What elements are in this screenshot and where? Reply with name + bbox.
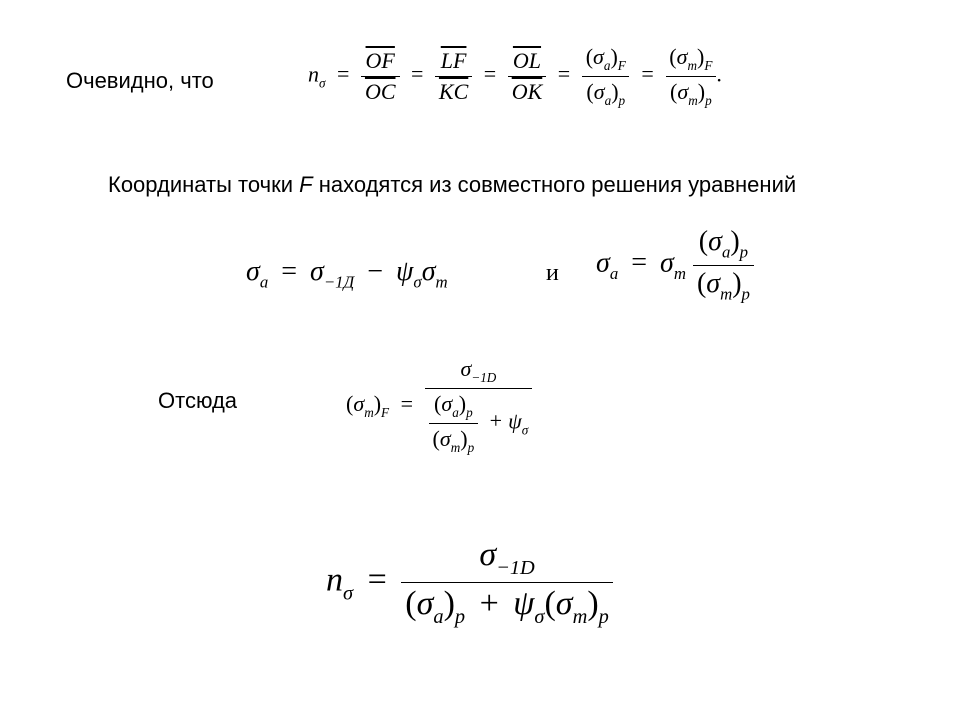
point-f: F — [299, 172, 313, 197]
conjunction-and: и — [546, 260, 559, 286]
hence-text: Отсюда — [158, 388, 238, 413]
safety-factor-ratio-formula: $n_\sigma$ = $\frac{\overline{OF}}{OC}$ = $\frac{\overline{LF}}{KC}$ = $\frac{\overline{OL}}{OK}$ = $\frac{(\sigma_a)_F}{(\sigma_a)_p}$ = $\frac{(\sigma_m)_F}{(\sigma_m)_p}$ . — [308, 44, 722, 108]
load-ray-fraction: $\frac{(\sigma_a)_p}{(\sigma_m)_p}$ — [693, 226, 754, 304]
fraction-sigma-m: $\frac{(\sigma_m)_F}{(\sigma_m)_p}$ — [665, 44, 716, 109]
nested-fraction: $\frac{(\sigma_a)_p}{(\sigma_m)_p}$ — [429, 391, 479, 456]
fraction-sigma-a: $\frac{(\sigma_a)_F}{(\sigma_a)_p}$ — [582, 44, 630, 109]
intro-text: Очевидно, что — [66, 68, 214, 93]
fraction-ol-ok: $\frac{\overline{OL}}{OK}$ — [508, 48, 547, 105]
coordinates-text: Координаты точки F находятся из совместного решения уравнений — [108, 172, 797, 197]
fraction-lf-kc: $\frac{\overline{LF}}{KC}$ — [435, 48, 472, 105]
final-safety-factor-formula: $n_\sigma$ = $\frac{\sigma_{-1D}}{(\sigma_a)_p + \psi_\sigma(\sigma_m)_p}$ — [326, 536, 613, 629]
limit-line-equation: $\sigma_a = \sigma_{-1Д} - \psi_\sigma\sigma_m$ — [246, 256, 448, 292]
load-ray-equation: $\sigma_a = \sigma_m$ $\frac{(\sigma_a)_p}{(\sigma_m)_p}$ — [596, 226, 754, 304]
fraction-of-oc: $\frac{\overline{OF}}{OC}$ — [361, 48, 400, 105]
final-fraction: $\frac{\sigma_{-1D}}{(\sigma_a)_p + \psi_\sigma(\sigma_m)_p}$ — [401, 536, 613, 629]
sigma-m-f-fraction: $\sigma_{-1D}$ $\frac{(\sigma_a)_p}{(\sigma_m)_p}$ + $\psi_\sigma$ — [425, 356, 533, 456]
sigma-m-f-formula: $(\sigma_m)_F$ = $\sigma_{-1D}$ $\frac{(\sigma_a)_p}{(\sigma_m)_p}$ + $\psi_\sigma$ — [346, 356, 532, 456]
